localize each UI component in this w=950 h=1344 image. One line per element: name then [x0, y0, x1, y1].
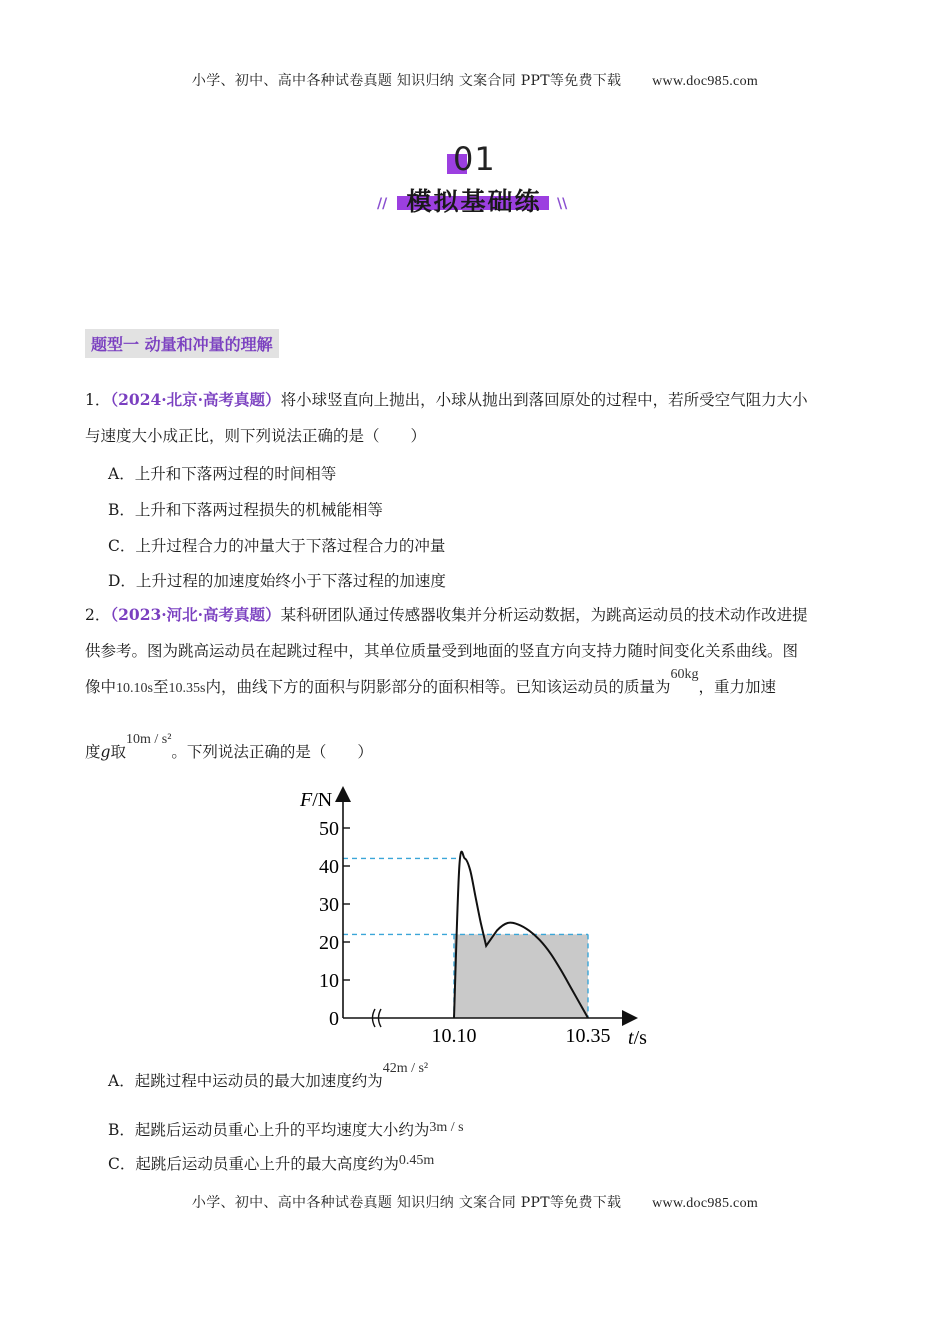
q2-line4-a: 度 [85, 743, 101, 761]
section-heading: 题型一 动量和冲量的理解 [85, 329, 279, 358]
q1-option-c[interactable]: C．上升过程合力的冲量大于下落过程合力的冲量 [108, 537, 446, 555]
q2-time-end: 10.35s [168, 681, 206, 696]
q2-option-a[interactable] [108, 1061, 429, 1091]
header-text: 小学、初中、高中各种试卷真题 知识归纳 文案合同 PPT等免费下载 [191, 73, 622, 89]
badge-number: 01 [453, 140, 496, 178]
x-tick-label-10.10: 10.10 [431, 1025, 477, 1047]
q2-g-value: 10m / s² [125, 732, 172, 747]
q1-option-a[interactable]: A．上升和下落两过程的时间相等 [108, 465, 337, 483]
y-tick-label-10: 10 [319, 970, 339, 992]
y-tick-label-30: 30 [319, 894, 339, 916]
q2-option-a-value: 42m / s² [382, 1061, 429, 1076]
shaded-area [454, 934, 588, 1018]
badge-title: 模拟基础练 [406, 187, 542, 216]
question-2-stem [85, 597, 865, 707]
q2-line3-c: 内，曲线下方的面积与阴影部分的面积相等。已知该运动员的质量为 [205, 678, 671, 696]
badge-slash-right: \\ [557, 196, 568, 212]
q1-source: （2024·北京·高考真题） [110, 390, 281, 409]
q2-line2: 供参考。图为跳高运动员在起跳过程中，其单位质量受到地面的竖直方向支持力随时间变化关系曲线。图 [85, 642, 799, 660]
page-footer [0, 1192, 950, 1212]
x-tick-label-10.35: 10.35 [565, 1025, 611, 1047]
q2-number: 2． [85, 606, 111, 624]
q2-option-c[interactable] [108, 1152, 434, 1174]
y-axis-label: F/N [300, 789, 333, 811]
q2-line4 [85, 734, 865, 772]
q2-source: （2023·河北·高考真题） [110, 605, 281, 624]
x-axis-label: t/s [628, 1027, 647, 1049]
page-header [0, 70, 950, 90]
question-1-stem [85, 382, 865, 454]
y-tick-label-20: 20 [319, 932, 339, 954]
header-site[interactable]: www.doc985.com [652, 74, 759, 89]
q2-option-b-text: B．起跳后运动员重心上升的平均速度大小约为 [108, 1121, 430, 1139]
q1-text-a: 将小球竖直向上抛出，小球从抛出到落回原处的过程中，若所受空气阻力大小 [280, 391, 808, 409]
q2-line3-d: ，重力加速 [698, 678, 776, 696]
q2-option-c-text: C．起跳后运动员重心上升的最大高度约为 [108, 1155, 399, 1173]
badge-slash-left: // [377, 196, 388, 212]
q2-line4-b: 取 [110, 743, 126, 761]
footer-site[interactable]: www.doc985.com [652, 1196, 759, 1211]
q1-number: 1． [85, 391, 111, 409]
q2-option-c-value: 0.45m [398, 1153, 435, 1168]
q2-option-b-value: 3m / s [429, 1120, 464, 1135]
q2-option-a-text: A．起跳过程中运动员的最大加速度约为 [108, 1072, 383, 1090]
force-time-chart [290, 780, 670, 1050]
q1-option-b[interactable]: B．上升和下落两过程损失的机械能相等 [108, 501, 383, 519]
q2-line4-c: 。下列说法正确的是（ ） [171, 743, 373, 761]
q1-text-b: 与速度大小成正比，则下列说法正确的是（ ） [85, 427, 427, 445]
q2-option-b[interactable] [108, 1118, 464, 1140]
q1-option-d[interactable]: D．上升过程的加速度始终小于下落过程的加速度 [108, 572, 446, 590]
section-badge [375, 138, 575, 218]
y-tick-label-0: 0 [329, 1008, 339, 1030]
y-tick-label-50: 50 [319, 818, 339, 840]
q2-g-symbol: g [100, 743, 111, 761]
y-tick-label-40: 40 [319, 856, 339, 878]
q2-line1: 某科研团队通过传感器收集并分析运动数据，为跳高运动员的技术动作改进提 [280, 606, 808, 624]
q2-line3-a: 像中 [85, 678, 117, 696]
q2-time-start: 10.10s [116, 681, 153, 696]
q2-line3-b: 至 [152, 678, 169, 696]
footer-text: 小学、初中、高中各种试卷真题 知识归纳 文案合同 PPT等免费下载 [191, 1195, 622, 1211]
q2-mass: 60kg [670, 667, 699, 682]
